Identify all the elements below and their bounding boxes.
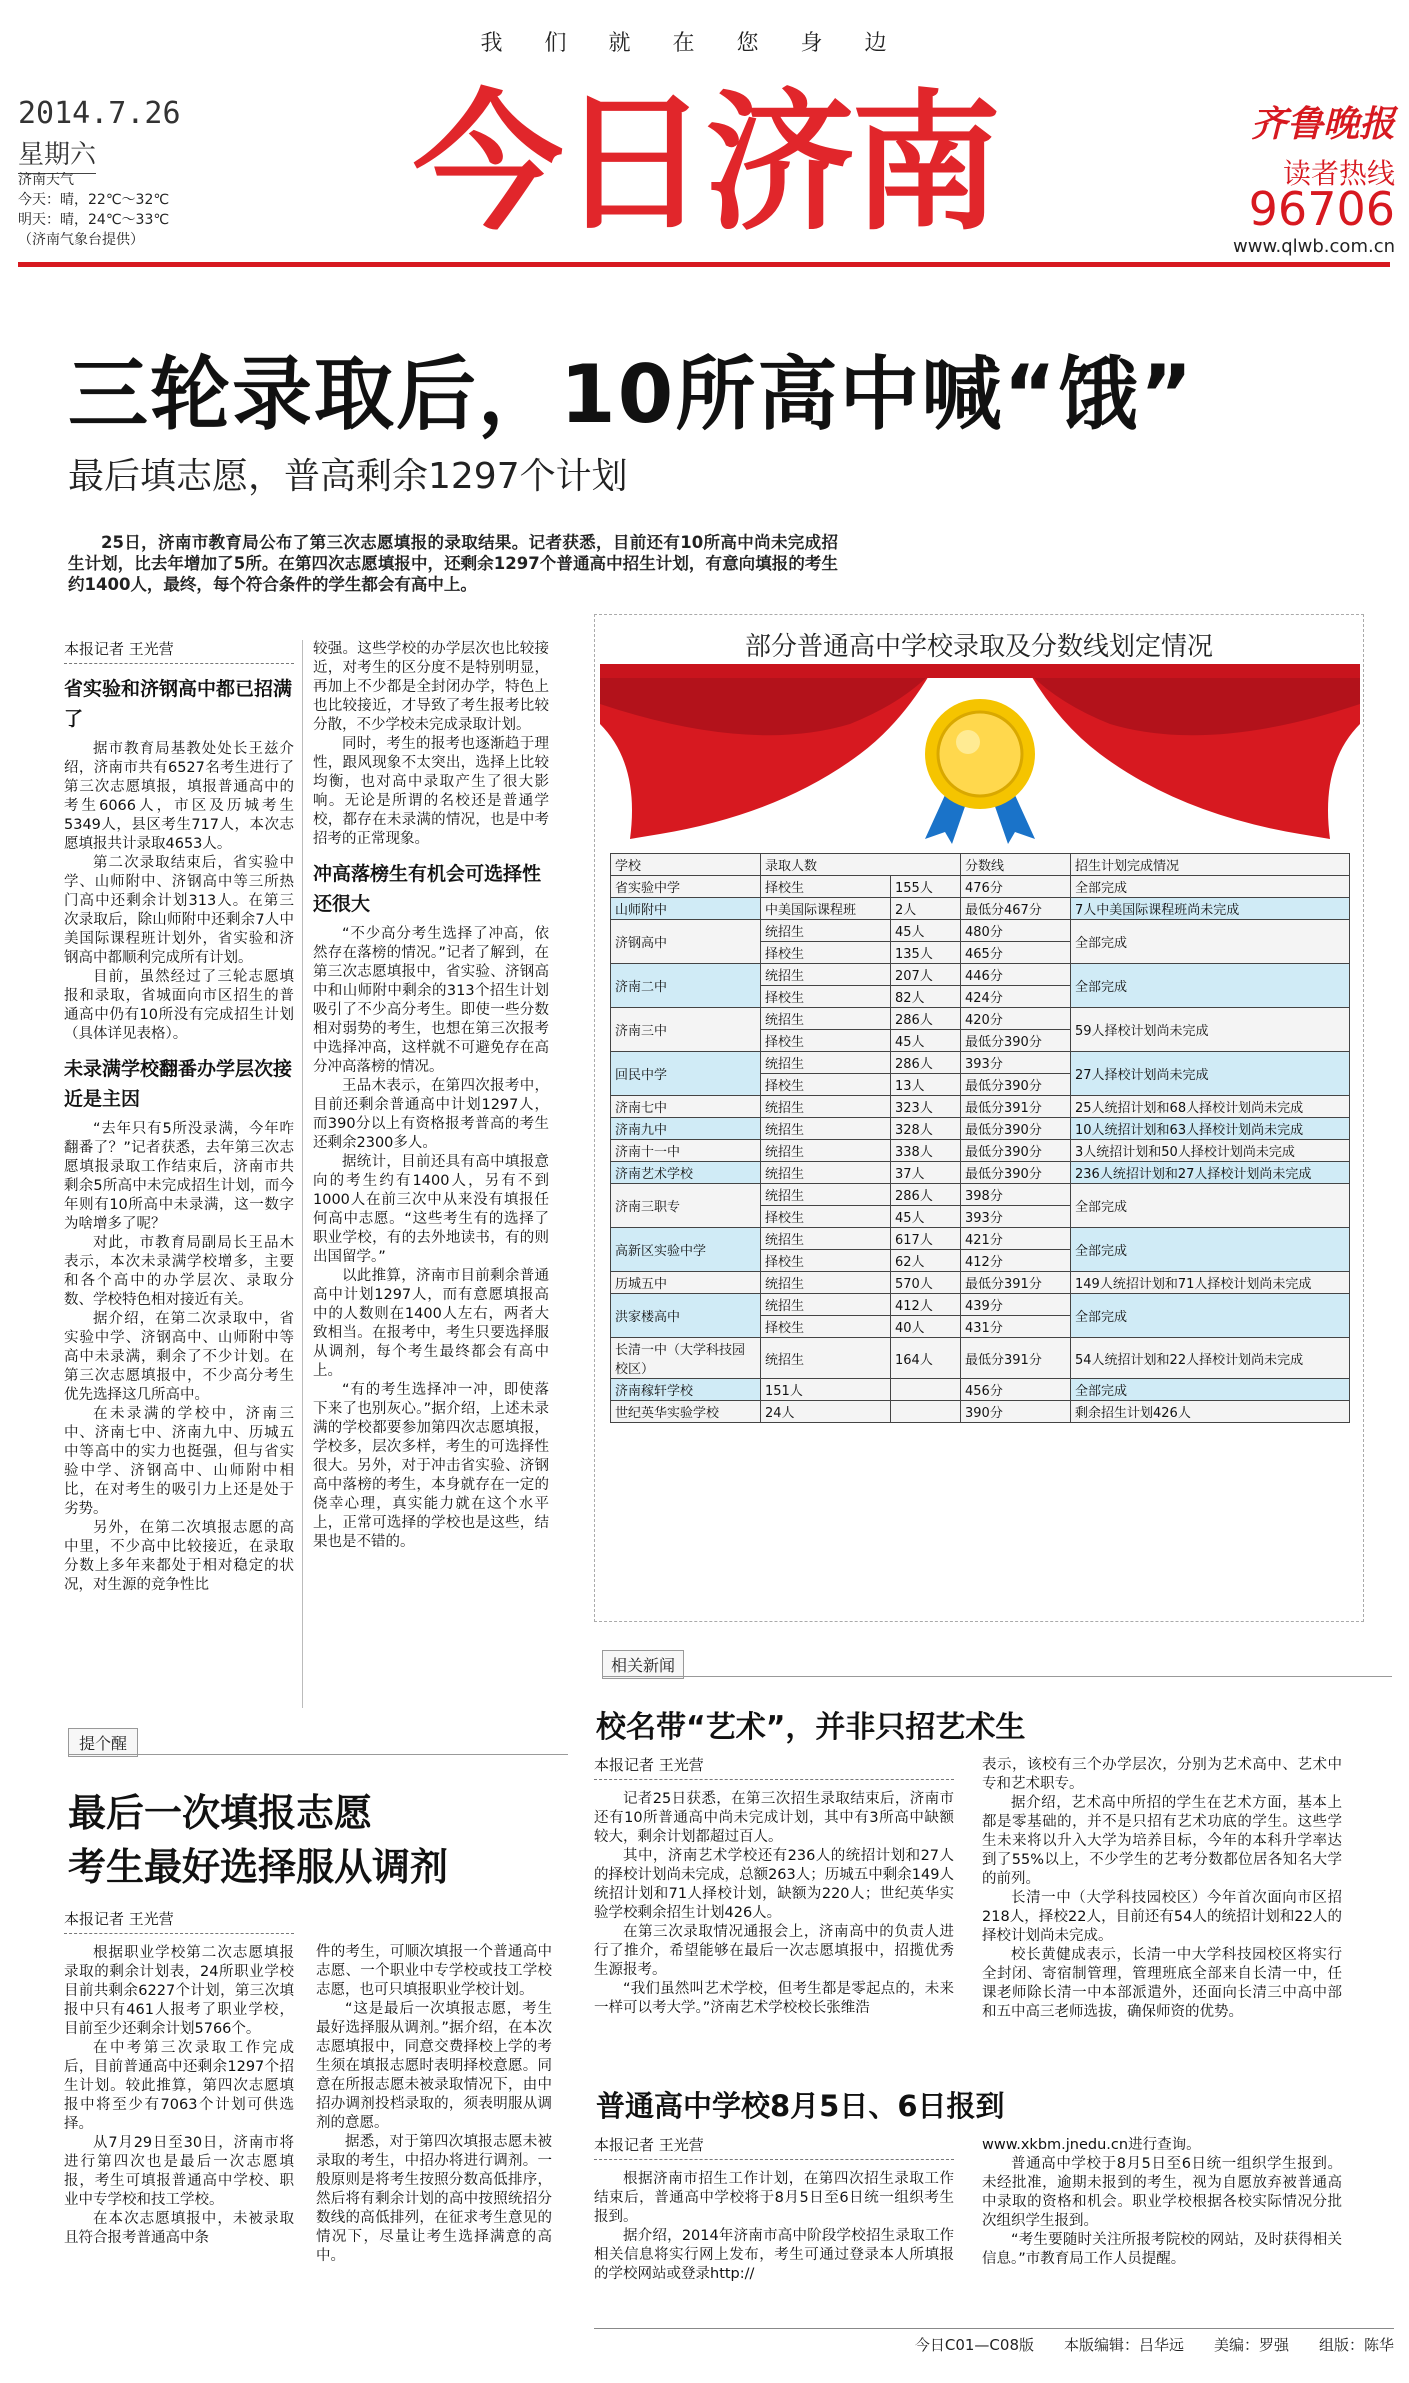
table-cell-score: 最低分390分 [961, 1030, 1071, 1052]
weather-tomorrow: 明天：晴，24℃～33℃ [18, 212, 170, 228]
table-cell-school: 济南三中 [611, 1008, 761, 1052]
table-cell-count: 164人 [891, 1338, 961, 1379]
medal-highlight [956, 730, 980, 754]
table-cell-score: 最低分467分 [961, 898, 1071, 920]
table-cell-type: 统招生 [761, 1052, 891, 1074]
table-cell-school: 高新区实验中学 [611, 1228, 761, 1272]
table-cell-type: 统招生 [761, 1118, 891, 1140]
table-title: 部分普通高中学校录取及分数线划定情况 [744, 632, 1213, 662]
sidebar-paragraph: 根据职业学校第二次志愿填报录取的剩余计划表，24所职业学校目前共剩余6227个计划，第三次填报中只有461人报考了职业学校，目前至少还剩余计划5766个。 [64, 1945, 294, 2037]
table-row [611, 1096, 1350, 1118]
page-footer: 今日C01—C08版 本版编辑：吕华远 美编：罗强 组版：陈华 [914, 2336, 1394, 2354]
related-article-1-column-1 [594, 1756, 954, 2018]
table-cell-school: 长清一中（大学科技园校区） [611, 1338, 761, 1379]
col-header-status: 招生计划完成情况 [1071, 854, 1350, 876]
main-paragraph: “有的考生选择冲一冲，即使落下来了也别灰心。”据介绍，上述未录满的学校都要参加第四次志愿填报，学校多，层次多样，考生的可选择性很大。另外，对于冲击省实验、济钢高中落榜的考生，本身就存在一定的侥幸心理，真实能力就在这个水平上，正常可选择的学校也是这些，结果也是不错的。 [313, 1382, 549, 1550]
curtain-valance [600, 664, 1360, 678]
table-cell-status: 全部完成 [1071, 1184, 1350, 1228]
main-headline: 三轮录取后，10所高中喊“饿” [68, 348, 1195, 441]
table-cell-count: 135人 [891, 942, 961, 964]
table-cell-score: 476分 [961, 876, 1071, 898]
table-cell-count: 37人 [891, 1162, 961, 1184]
table-cell-score: 424分 [961, 986, 1071, 1008]
table-cell-count: 155人 [891, 876, 961, 898]
table-cell-count: 286人 [891, 1184, 961, 1206]
table-cell-status: 27人择校计划尚未完成 [1071, 1052, 1350, 1096]
table-cell-type: 统招生 [761, 1162, 891, 1184]
table-cell-count: 412人 [891, 1294, 961, 1316]
table-cell-type: 统招生 [761, 1272, 891, 1294]
table-cell-type: 择校生 [761, 942, 891, 964]
sidebar-paragraph: 在本次志愿填报中，未被录取且符合报考普通高中条 [64, 2211, 294, 2246]
related-paragraph: 据介绍，艺术高中所招的学生在艺术方面，基本上都是零基础的，并不是只招有艺术功底的学生。这些学生未来将以升入大学为培养目标，今年的本科升学率达到了55%以上，不少学生的艺考分数都位居各知名大学的前列。 [982, 1795, 1342, 1887]
related-article-1-byline: 本报记者 王光营 [594, 1756, 954, 1780]
sidebar-headline-1: 最后一次填报志愿 [68, 1791, 373, 1835]
col-header-score: 分数线 [961, 854, 1071, 876]
table-cell-type: 择校生 [761, 1316, 891, 1338]
related-paragraph: www.xkbm.jnedu.cn进行查询。 [982, 2137, 1201, 2153]
main-paragraph: 据市教育局基教处处长王兹介绍，济南市共有6527名考生进行了第三次志愿填报，填报普通高中的考生6066人，市区及历城考生5349人，县区考生717人，本次志愿填报共计录取4653人。 [64, 741, 294, 852]
table-cell-count: 286人 [891, 1052, 961, 1074]
table-cell-school: 济南九中 [611, 1118, 761, 1140]
header-divider [18, 262, 1390, 267]
table-row [611, 1272, 1350, 1294]
table-cell-score: 最低分391分 [961, 1272, 1071, 1294]
table-cell-school: 山师附中 [611, 898, 761, 920]
table-cell-type: 择校生 [761, 1030, 891, 1052]
table-cell-count: 570人 [891, 1272, 961, 1294]
related-paragraph: 记者25日获悉，在第三次招生录取结束后，济南市还有10所普通高中尚未完成计划，其中有3所高中缺额较大，剩余计划都超过百人。 [594, 1791, 954, 1845]
main-paragraph: 另外，在第二次填报志愿的高中里，不少高中比较接近，在录取分数上多年来都处于相对稳定的状况，对生源的竞争性比 [64, 1520, 294, 1593]
related-paragraph: 在第三次录取情况通报会上，济南高中的负责人进行了推介，希望能够在最后一次志愿填报中，招揽优秀生源报考。 [594, 1924, 954, 1978]
ribbon-medal-illustration [600, 664, 1360, 844]
table-row [611, 964, 1350, 986]
table-cell-status: 全部完成 [1071, 1294, 1350, 1338]
table-cell-status: 149人统招计划和71人择校计划尚未完成 [1071, 1272, 1350, 1294]
table-cell-type: 统招生 [761, 1228, 891, 1250]
table-cell-score: 456分 [961, 1379, 1071, 1401]
table-cell-score: 412分 [961, 1250, 1071, 1272]
related-paragraph: 根据济南市招生工作计划，在第四次招生录取工作结束后，普通高中学校将于8月5日至6日统一组织考生报到。 [594, 2171, 954, 2225]
weather-box [18, 170, 169, 250]
weekday: 星期六 [18, 134, 96, 174]
table-cell-school: 省实验中学 [611, 876, 761, 898]
sidebar-paragraph: 件的考生，可顺次填报一个普通高中志愿、一个职业中专学校或技工学校志愿，也可只填报职业学校计划。 [316, 1944, 552, 1998]
related-paragraph: 普通高中学校于8月5日至6日统一组织学生报到。未经批准，逾期未报到的考生，视为自愿放弃被普通高中录取的资格和机会。职业学校根据各校实际情况分批次组织学生报到。 [982, 2156, 1342, 2229]
sidebar-paragraph: 据悉，对于第四次填报志愿未被录取的考生，中招办将进行调剂。一般原则是将考生按照分数高低排序，然后将有剩余计划的高中按照统招分数线的高低排列，在征求考生意见的情况下，尽量让考生选择满意的高中。 [316, 2134, 552, 2264]
hotline-number: 96706 [1248, 182, 1395, 236]
table-cell-type: 统招生 [761, 920, 891, 942]
main-byline: 本报记者 王光营 [64, 640, 294, 664]
table-cell-count: 286人 [891, 1008, 961, 1030]
weather-source: （济南气象台提供） [18, 232, 144, 248]
slogan: 我们就在您身边 [480, 31, 929, 56]
admission-table [610, 853, 1350, 1423]
table-cell-status: 59人择校计划尚未完成 [1071, 1008, 1350, 1052]
related-paragraph: 表示，该校有三个办学层次，分别为艺术高中、艺术中专和艺术职专。 [982, 1757, 1342, 1792]
related-article-1-column-2 [982, 1756, 1342, 2022]
table-cell-score: 最低分391分 [961, 1096, 1071, 1118]
main-paragraph: 王品木表示，在第四次报考中，目前还剩余普通高中计划1297人，而390分以上有资格报考普高的考生还剩余2300多人。 [313, 1078, 549, 1151]
related-paragraph: 长清一中（大学科技园校区）今年首次面向市区招218人，择校22人，目前还有54人的统招计划和22人的择校计划尚未完成。 [982, 1890, 1342, 1944]
table-cell-type: 统招生 [761, 1096, 891, 1118]
table-cell-count: 207人 [891, 964, 961, 986]
table-cell-score: 390分 [961, 1401, 1071, 1423]
sidebar-paragraph: 从7月29日至30日，济南市将进行第四次也是最后一次志愿填报，考生可填报普通高中学校、职业中专学校和技工学校。 [64, 2135, 294, 2208]
table-cell-school: 济南稼轩学校 [611, 1379, 761, 1401]
table-cell-type: 统招生 [761, 1184, 891, 1206]
table-cell-status: 全部完成 [1071, 1228, 1350, 1272]
table-cell-type: 统招生 [761, 1008, 891, 1030]
admission-table-box [610, 853, 1350, 1423]
table-cell-count: 338人 [891, 1140, 961, 1162]
table-cell-count: 45人 [891, 1206, 961, 1228]
main-paragraph: 据统计，目前还具有高中填报意向的考生约有1400人，另有不到1000人在前三次中从来没有填报任何高中志愿。“这些考生有的选择了职业学校，有的去外地读书，有的则出国留学。” [313, 1154, 549, 1265]
main-paragraph: “不少高分考生选择了冲高，依然存在落榜的情况。”记者了解到，在第三次志愿填报中，省实验、济钢高中和山师附中剩余的313个招生计划吸引了不少高分考生。即使一些分数相对弱势的考生，也想在第三次报考中选择冲高，这样就不可避免存在高分冲高落榜的情况。 [313, 926, 549, 1075]
table-cell-status: 7人中美国际课程班尚未完成 [1071, 898, 1350, 920]
table-cell-school: 济南七中 [611, 1096, 761, 1118]
table-cell-status: 全部完成 [1071, 964, 1350, 1008]
sidebar-divider [68, 1754, 568, 1755]
related-article-2-headline: 普通高中学校8月5日、6日报到 [596, 2089, 1005, 2123]
main-paragraph: 同时，考生的报考也逐渐趋于理性，跟风现象不太突出，选择上比较均衡，也对高中录取产生了很大影响。无论是所谓的名校还是普通学校，都存在未录满的情况，也是中考招考的正常现象。 [313, 736, 549, 847]
main-paragraph: 对此，市教育局副局长王品木表示，本次未录满学校增多，主要和各个高中的办学层次、录取分数、学校特色相对接近有关。 [64, 1235, 294, 1308]
main-paragraph: 第二次录取结束后，省实验中学、山师附中、济钢高中等三所热门高中还剩余计划313人。在第三次录取后，除山师附中还剩余7人中美国际课程班计划外，省实验和济钢高中都顺利完成所有计划。 [64, 855, 294, 966]
table-row [611, 1118, 1350, 1140]
table-cell-status: 全部完成 [1071, 920, 1350, 964]
main-article-column-2 [313, 640, 549, 1552]
table-cell-type: 中美国际课程班 [761, 898, 891, 920]
table-cell-score: 421分 [961, 1228, 1071, 1250]
sidebar-byline: 本报记者 王光营 [64, 1910, 294, 1934]
related-paragraph: 据介绍，2014年济南市高中阶段学校招生录取工作相关信息将实行网上发布，考生可通过登录本人所填报的学校网站或登录http:// [594, 2228, 954, 2282]
main-paragraph: 据介绍，在第二次录取中，省实验中学、济钢高中、山师附中等高中未录满，剩余了不少计划。在第三次志愿填报中，不少高分考生优先选择这几所高中。 [64, 1311, 294, 1403]
related-article-2-column-2 [982, 2136, 1342, 2269]
related-news-label: 相关新闻 [602, 1650, 684, 1679]
table-cell-type: 择校生 [761, 876, 891, 898]
table-cell-type: 择校生 [761, 1206, 891, 1228]
table-cell-score: 431分 [961, 1316, 1071, 1338]
table-cell-type: 择校生 [761, 1074, 891, 1096]
table-cell-score: 最低分391分 [961, 1338, 1071, 1379]
table-row [611, 1052, 1350, 1074]
table-cell-type: 择校生 [761, 1250, 891, 1272]
table-cell-school: 济南二中 [611, 964, 761, 1008]
table-cell-score: 480分 [961, 920, 1071, 942]
table-cell-status: 全部完成 [1071, 1379, 1350, 1401]
table-cell-score: 465分 [961, 942, 1071, 964]
table-cell-count: 45人 [891, 1030, 961, 1052]
table-cell-school: 济钢高中 [611, 920, 761, 964]
table-cell-score: 最低分390分 [961, 1118, 1071, 1140]
table-row [611, 1401, 1350, 1423]
table-cell-type: 统招生 [761, 1140, 891, 1162]
table-cell-count: 2人 [891, 898, 961, 920]
table-row [611, 898, 1350, 920]
main-subheadline: 最后填志愿，普高剩余1297个计划 [68, 456, 628, 497]
main-paragraph: 较强。这些学校的办学层次也比较接近，对考生的区分度不是特别明显，再加上不少都是全封闭办学，特色上也比较接近，才导致了考生报考比较分散，不少学校未完成录取计划。 [313, 641, 549, 733]
table-row [611, 1140, 1350, 1162]
table-cell-count: 40人 [891, 1316, 961, 1338]
table-row [611, 1184, 1350, 1206]
table-cell-school: 济南艺术学校 [611, 1162, 761, 1184]
main-paragraph: 在未录满的学校中，济南三中、济南七中、济南九中、历城五中等高中的实力也挺强，但与省实验中学、济钢高中、山师附中相比，在对考生的吸引力上还是处于劣势。 [64, 1406, 294, 1517]
table-cell-score: 398分 [961, 1184, 1071, 1206]
table-row [611, 876, 1350, 898]
related-paragraph: 其中，济南艺术学校还有236人的统招计划和27人的择校计划尚未完成，总额263人；历城五中剩余149人统招计划和71人择校计划，缺额为220人；世纪英华实验学校剩余招生计划426人。 [594, 1848, 954, 1921]
table-header-row [611, 854, 1350, 876]
table-row [611, 1228, 1350, 1250]
table-cell-score: 393分 [961, 1206, 1071, 1228]
table-cell-count: 62人 [891, 1250, 961, 1272]
issue-date: 2014.7.26 [18, 96, 181, 131]
table-cell-school: 历城五中 [611, 1272, 761, 1294]
table-cell-count [891, 1379, 961, 1401]
main-subhead-3: 冲高落榜生有机会可选择性还很大 [313, 863, 542, 915]
main-article-column-1 [64, 640, 294, 1595]
table-row [611, 1294, 1350, 1316]
table-cell-count: 328人 [891, 1118, 961, 1140]
table-cell-status: 全部完成 [1071, 876, 1350, 898]
table-cell-score: 439分 [961, 1294, 1071, 1316]
column-rule [302, 640, 303, 1708]
table-cell-status: 54人统招计划和22人择校计划尚未完成 [1071, 1338, 1350, 1379]
table-row [611, 1379, 1350, 1401]
footer-divider [594, 2328, 1394, 2329]
hotline-label: 读者热线 [1282, 157, 1395, 190]
table-cell-school: 世纪英华实验学校 [611, 1401, 761, 1423]
table-cell-score: 最低分390分 [961, 1074, 1071, 1096]
table-cell-status: 剩余招生计划426人 [1071, 1401, 1350, 1423]
sidebar-label: 提个醒 [68, 1728, 138, 1757]
table-cell-status: 10人统招计划和63人择校计划尚未完成 [1071, 1118, 1350, 1140]
main-paragraph: 目前，虽然经过了三轮志愿填报和录取，省城面向市区招生的普通高中仍有10所没有完成招生计划（具体详见表格）。 [64, 969, 294, 1042]
table-cell-type: 择校生 [761, 986, 891, 1008]
table-cell-school: 洪家楼高中 [611, 1294, 761, 1338]
related-paragraph: 校长黄健成表示，长清一中大学科技园校区将实行全封闭、寄宿制管理，管理班底全部来自长清一中，任课老师除长清一中本部派遣外，还面向长清三中高中部和五中高三老师选拔，确保师资的优势。 [982, 1947, 1342, 2020]
table-cell-type: 统招生 [761, 1338, 891, 1379]
table-row [611, 1008, 1350, 1030]
table-cell-school: 济南十一中 [611, 1140, 761, 1162]
table-row [611, 1338, 1350, 1379]
col-header-school: 学校 [611, 854, 761, 876]
table-cell-school: 济南三职专 [611, 1184, 761, 1228]
related-article-2-column-1 [594, 2136, 954, 2284]
related-article-1-headline: 校名带“艺术”，并非只招艺术生 [596, 1710, 1026, 1745]
table-cell-score: 最低分390分 [961, 1162, 1071, 1184]
table-row [611, 1162, 1350, 1184]
table-cell-type: 统招生 [761, 964, 891, 986]
sidebar-paragraph: 在中考第三次录取工作完成后，目前普通高中还剩余1297个招生计划。较此推算，第四次志愿填报中将至少有7063个计划可供选择。 [64, 2040, 294, 2132]
related-paragraph: “考生要随时关注所报考院校的网站，及时获得相关信息。”市教育局工作人员提醒。 [982, 2232, 1342, 2267]
main-lead: 25日，济南市教育局公布了第三次志愿填报的录取结果。记者获悉，目前还有10所高中尚未完成招生计划，比去年增加了5所。在第四次志愿填报中，还剩余1297个普通高中招生计划，有意向填报的考生约1400人，最终，每个符合条件的学生都会有高中上。 [68, 533, 838, 594]
main-subhead-2: 未录满学校翻番办学层次接近是主因 [64, 1058, 293, 1110]
sidebar-column-2 [316, 1910, 552, 2266]
main-subhead-1: 省实验和济钢高中都已招满了 [64, 678, 293, 730]
table-cell-status: 236人统招计划和27人择校计划尚未完成 [1071, 1162, 1350, 1184]
table-cell-count: 82人 [891, 986, 961, 1008]
weather-today: 今天：晴，22℃～32℃ [18, 192, 170, 208]
table-cell-type: 统招生 [761, 1294, 891, 1316]
table-row [611, 920, 1350, 942]
table-cell-score: 446分 [961, 964, 1071, 986]
weather-title: 济南天气 [18, 172, 74, 188]
table-cell-score: 393分 [961, 1052, 1071, 1074]
sidebar-column-1 [64, 1910, 294, 2248]
site-url: www.qlwb.com.cn [1233, 236, 1395, 257]
related-divider [602, 1676, 1392, 1677]
table-cell-count: 323人 [891, 1096, 961, 1118]
main-paragraph: “去年只有5所没录满，今年咋翻番了？”记者获悉，去年第三次志愿填报录取工作结束后，济南市共剩余5所高中未完成招生计划，而今年则有10所高中未录满，这一数字为啥增多了呢？ [64, 1121, 294, 1232]
related-article-2-byline: 本报记者 王光营 [594, 2136, 954, 2160]
table-cell-school: 回民中学 [611, 1052, 761, 1096]
table-cell-type: 24人 [761, 1401, 891, 1423]
table-cell-type: 151人 [761, 1379, 891, 1401]
table-body [611, 876, 1350, 1423]
table-cell-status: 25人统招计划和68人择校计划尚未完成 [1071, 1096, 1350, 1118]
sidebar-headline-2: 考生最好选择服从调剂 [68, 1845, 449, 1889]
brand-logo: 齐鲁晚报 [1250, 103, 1395, 145]
table-cell-status: 3人统招计划和50人择校计划尚未完成 [1071, 1140, 1350, 1162]
table-cell-count: 13人 [891, 1074, 961, 1096]
table-cell-count: 45人 [891, 920, 961, 942]
col-header-count: 录取人数 [761, 854, 961, 876]
related-paragraph: “我们虽然叫艺术学校，但考生都是零起点的，未来一样可以考大学。”济南艺术学校校长张维浩 [594, 1981, 954, 2016]
table-cell-score: 420分 [961, 1008, 1071, 1030]
main-paragraph: 以此推算，济南市目前剩余普通高中计划1297人，而有意愿填报高中的人数则在1400人左右，两者大致相当。在报考中，考生只要选择服从调剂，每个考生最终都会有高中上。 [313, 1268, 549, 1379]
table-cell-score: 最低分390分 [961, 1140, 1071, 1162]
table-cell-count: 617人 [891, 1228, 961, 1250]
medal-inner [938, 712, 1022, 796]
sidebar-paragraph: “这是最后一次填报志愿，考生最好选择服从调剂。”据介绍，在本次志愿填报中，同意交费择校上学的考生须在填报志愿时表明择校意愿。同意在所报志愿未被录取情况下，由中招办调剂投档录取的，须表明服从调剂的意愿。 [316, 2001, 552, 2131]
table-cell-count [891, 1401, 961, 1423]
masthead-title: 今日济南 [412, 75, 997, 251]
